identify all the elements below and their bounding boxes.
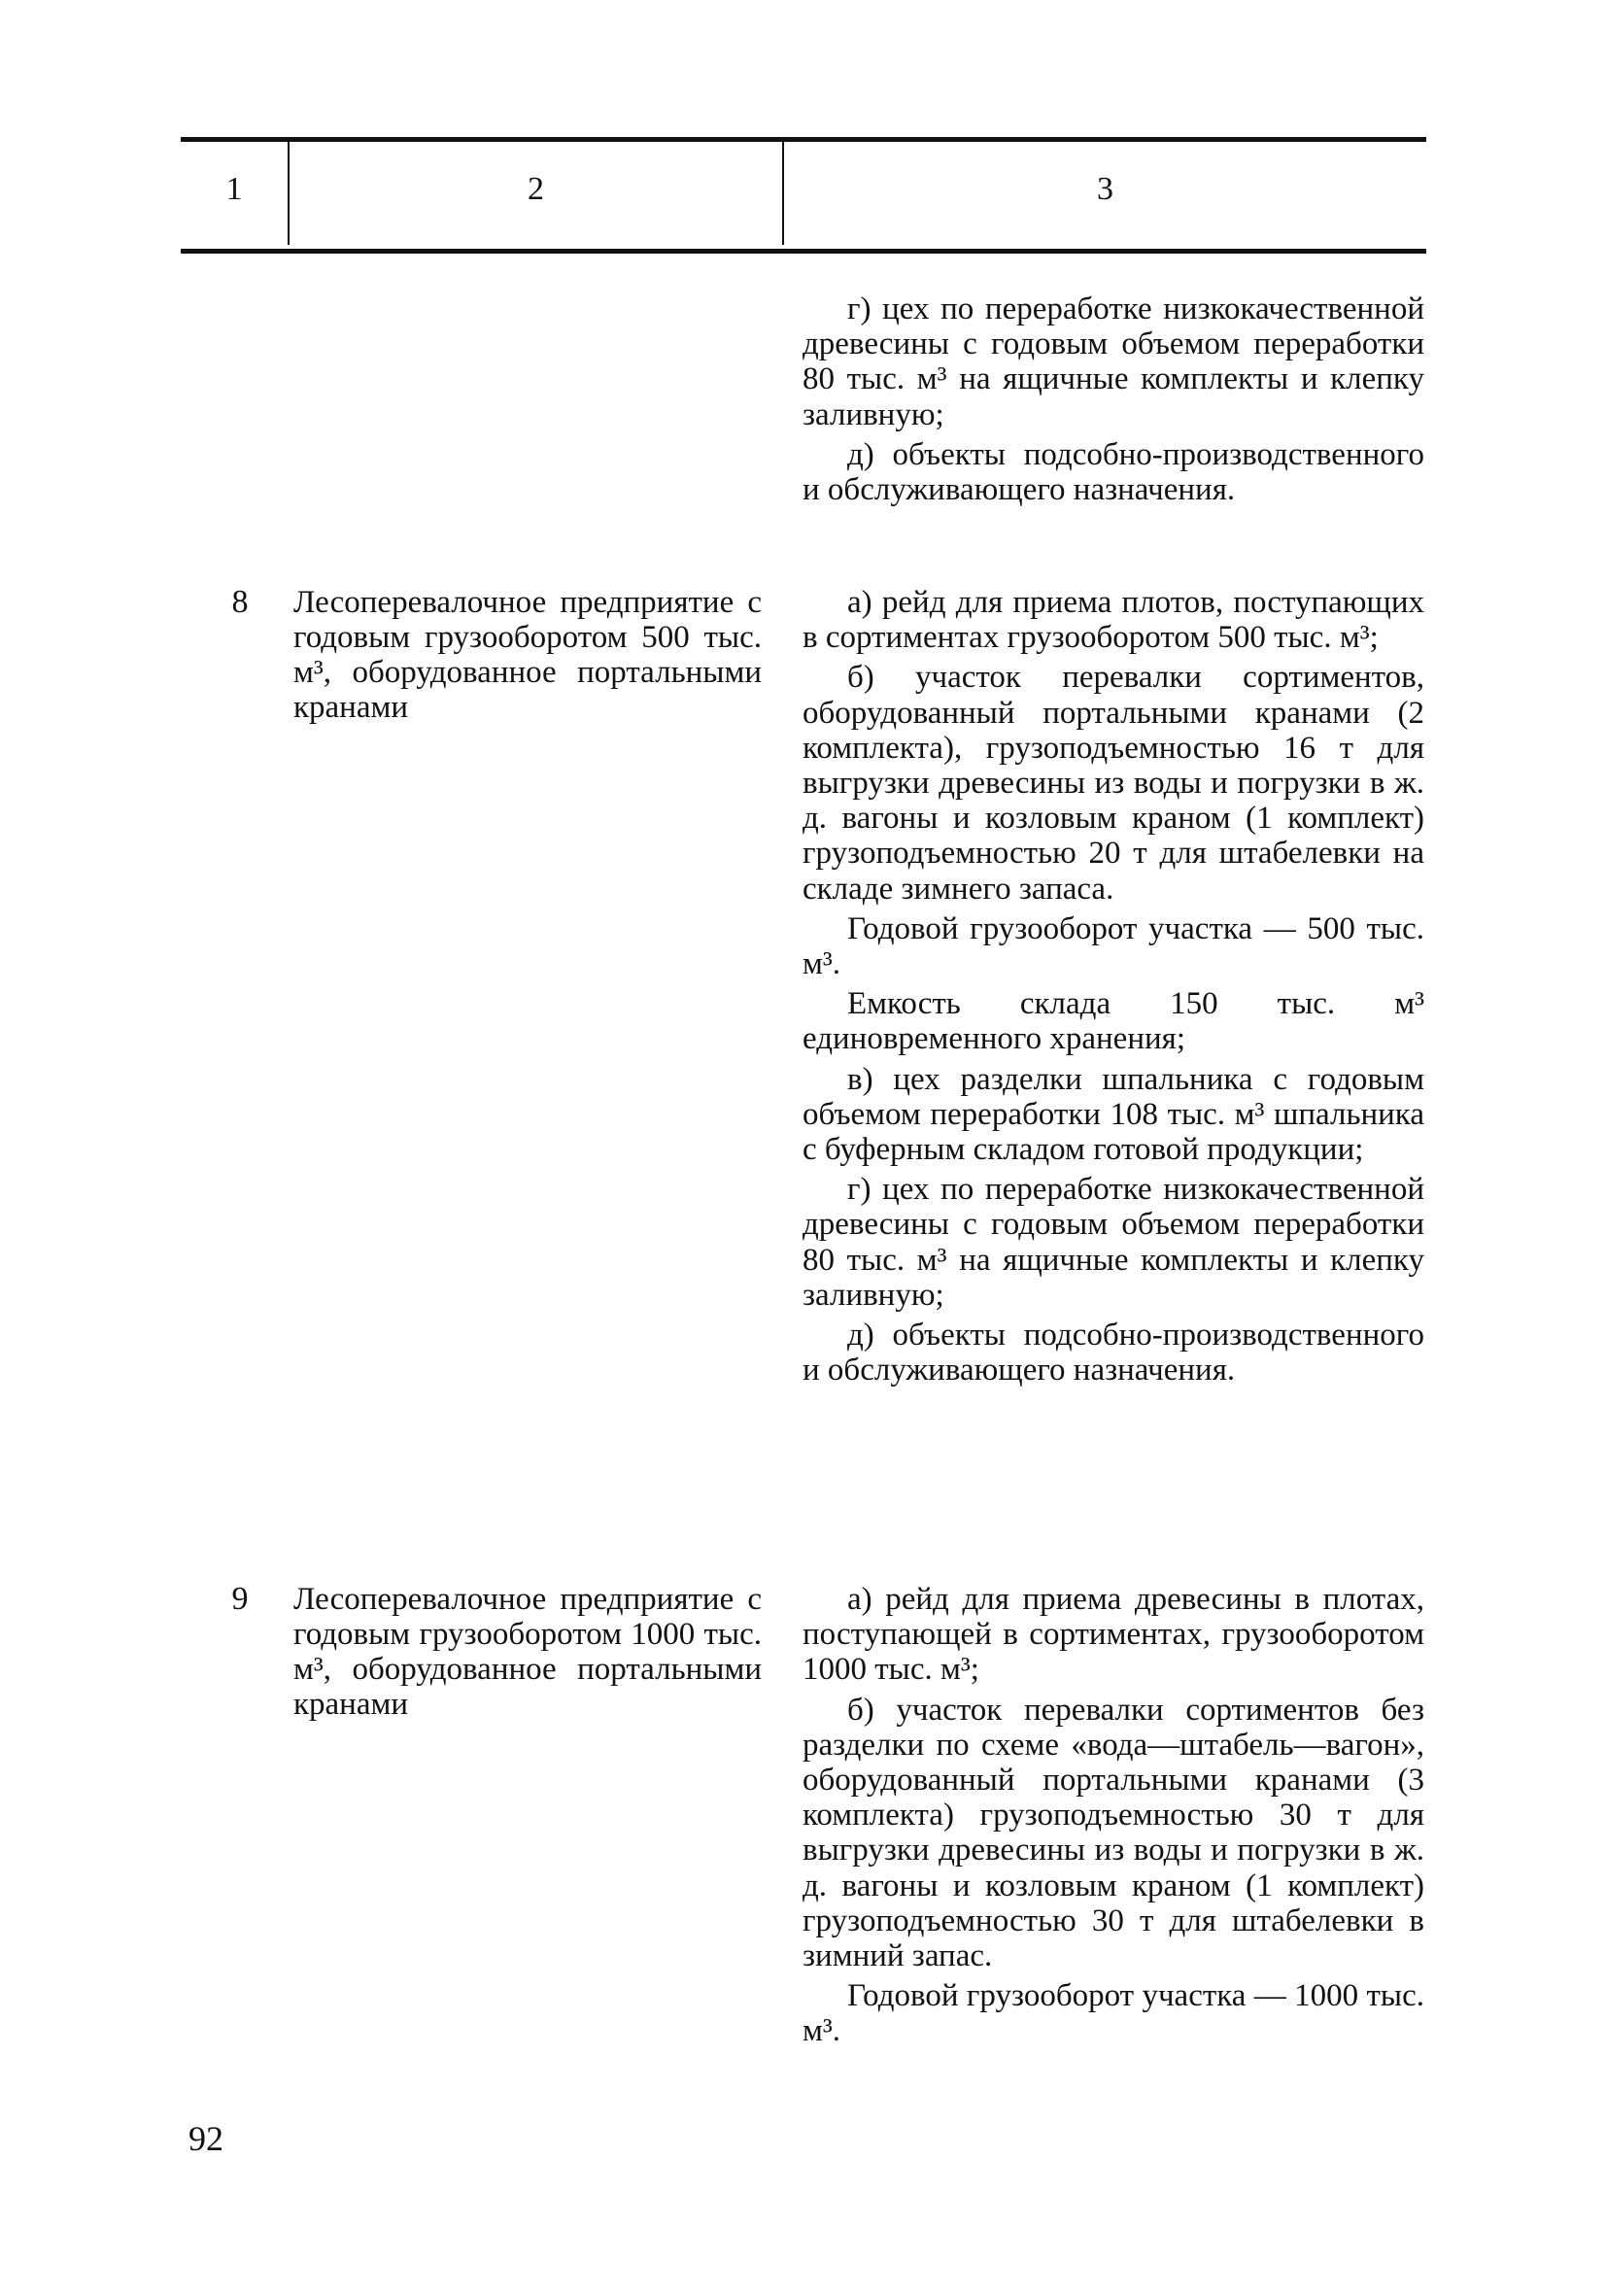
header-col-2: 2 <box>528 171 544 207</box>
continuation-text <box>803 291 1424 512</box>
row-items <box>803 1582 1424 2054</box>
row-item: а) рейд для приема древесины в плотах, поступающей в сортиментах, грузооборотом 1000 тыс. м³; <box>803 1582 1424 1688</box>
row-item: Годовой грузооборот участка — 500 тыс. м³. <box>803 910 1424 982</box>
row-item: Годовой грузооборот участка — 1000 тыс. м³. <box>803 1978 1424 2049</box>
row-item: д) объекты подсобно-производственного и обслуживающего назначения. <box>803 1318 1424 1388</box>
row-description: Лесоперевалочное предприятие с годовым грузооборотом 500 тыс. м³, оборудованное портальными кранами <box>293 585 762 725</box>
header-top-rule <box>181 137 1426 142</box>
row-item: б) участок перевалки сортиментов без разделки по схеме «вода—штабель—вагон», оборудованный портальными кранами (3 комплекта) грузоподъемностью 30 т для выгрузки древесины из воды и погрузки в ж. д. вагоны и козловым краном (1 комплект) грузоподъемностью 30 т для штабелевки в зимний запас. <box>803 1692 1424 1974</box>
row-items <box>803 585 1424 1392</box>
header-col-1: 1 <box>225 171 243 207</box>
row-description: Лесоперевалочное предприятие с годовым грузооборотом 1000 тыс. м³, оборудованное портальными кранами <box>293 1582 762 1722</box>
header-bottom-rule <box>181 249 1426 254</box>
page-number: 92 <box>188 2119 223 2158</box>
row-item: б) участок перевалки сортиментов, оборудованный портальными кранами (2 комплекта), грузоподъемностью 16 т для выгрузки древесины из воды и погрузки в ж. д. вагоны и козловым краном (1 комплект) грузоподъемностью 20 т для штабелевки на складе зимнего запаса. <box>803 660 1424 907</box>
header-col-3: 3 <box>1097 171 1113 207</box>
row-item: а) рейд для приема плотов, поступающих в сортиментах грузооборотом 500 тыс. м³; <box>803 585 1424 656</box>
row-number: 8 <box>231 584 249 620</box>
continuation-item: д) объекты подсобно-производственного и обслуживающего назначения. <box>803 436 1424 508</box>
continuation-item: г) цех по переработке низкокачественной древесины с годовым объемом переработки 80 тыс. м³ на ящичные комплекты и клепку заливную; <box>803 291 1424 432</box>
row-number: 9 <box>231 1581 249 1617</box>
row-item: в) цех разделки шпальника с годовым объемом переработки 108 тыс. м³ шпальника с буферным складом готовой продукции; <box>803 1061 1424 1168</box>
row-item: Емкость склада 150 тыс. м³ единовременного хранения; <box>803 986 1424 1057</box>
row-item: г) цех по переработке низкокачественной древесины с годовым объемом переработки 80 тыс. м³ на ящичные комплекты и клепку заливную; <box>803 1172 1424 1313</box>
